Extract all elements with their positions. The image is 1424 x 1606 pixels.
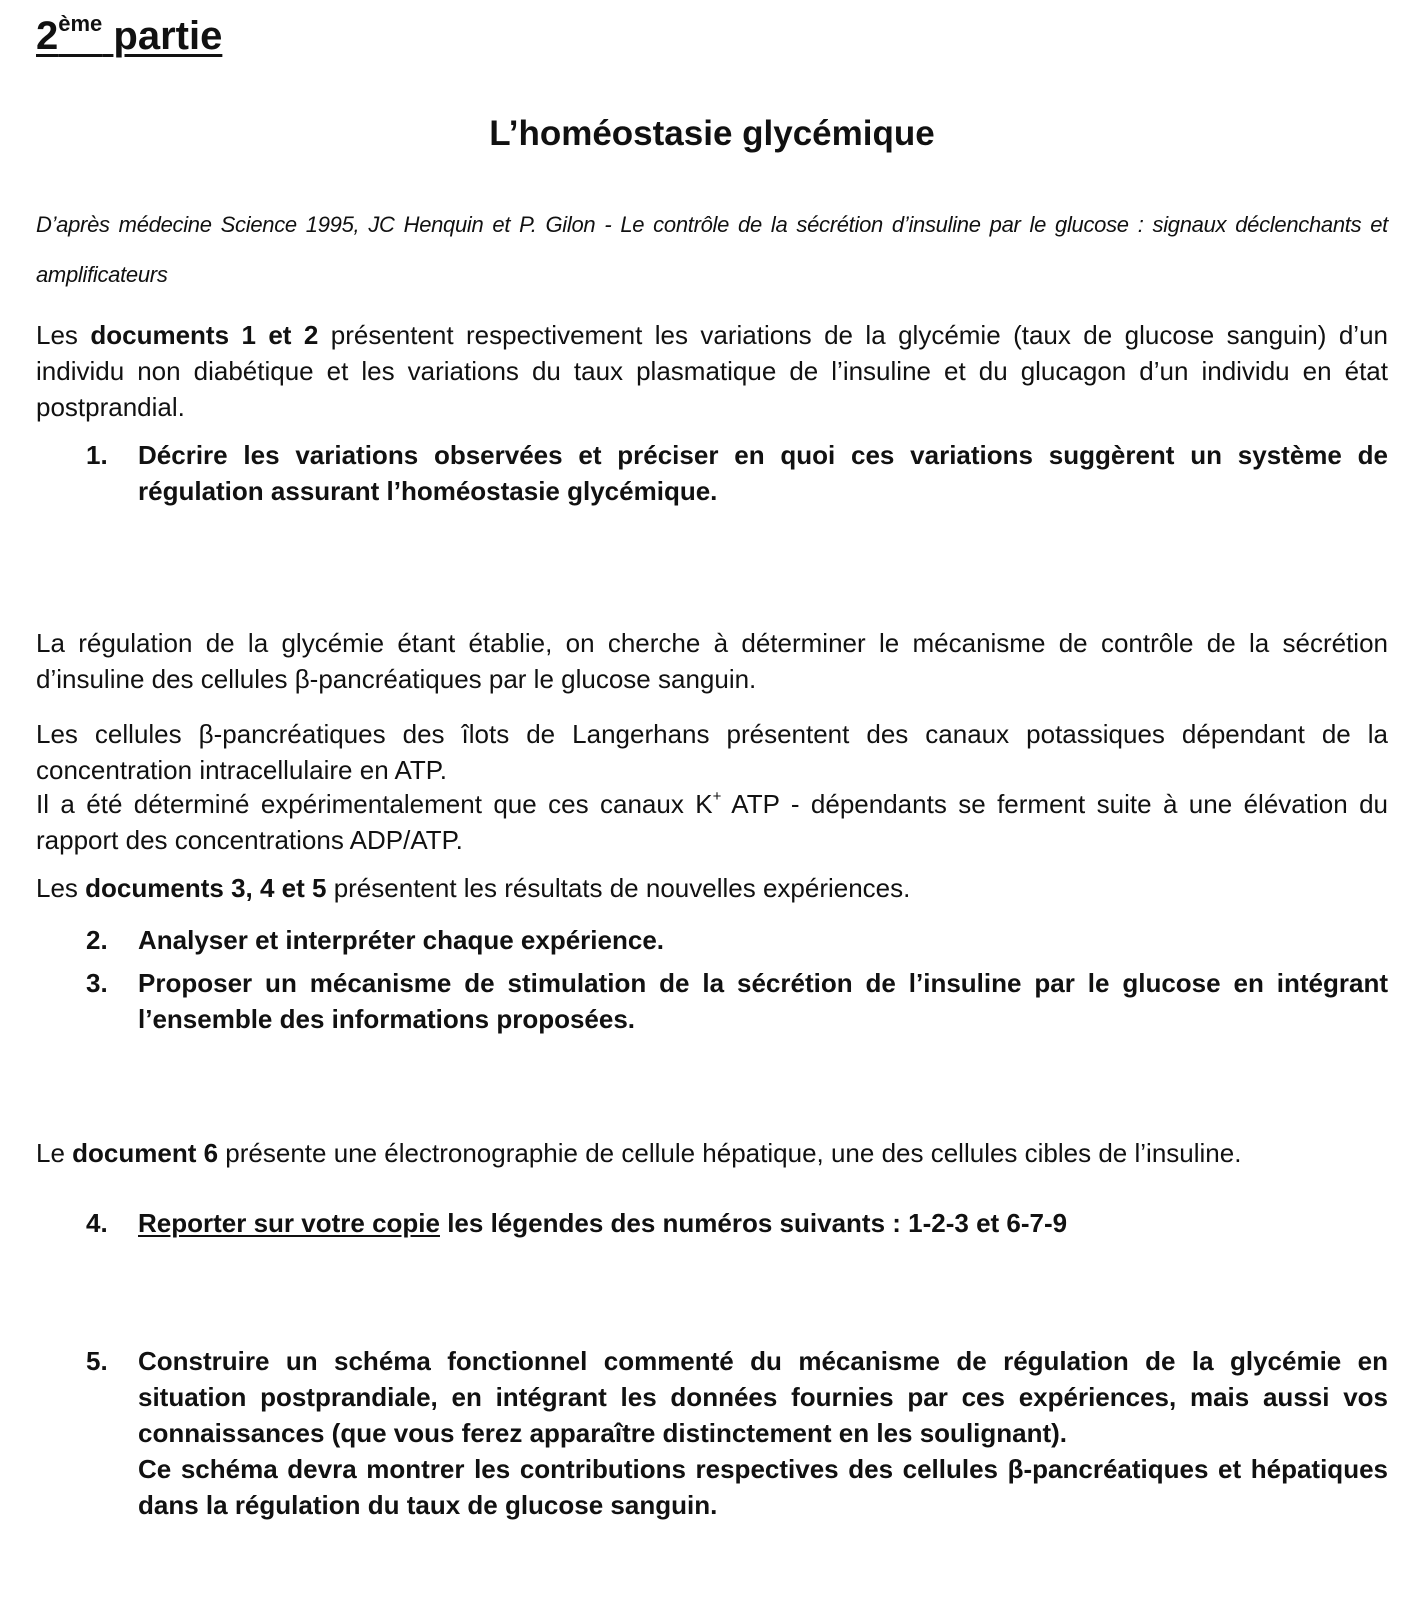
question-1-number: 1. bbox=[86, 440, 108, 470]
document-title: L’homéostasie glycémique bbox=[489, 114, 935, 153]
doc6-ref: document 6 bbox=[72, 1138, 219, 1168]
intro-text-start: Les bbox=[36, 320, 91, 350]
question-3-number: 3. bbox=[86, 968, 108, 998]
intro-documents-ref: documents 1 et 2 bbox=[90, 320, 319, 350]
document-6-paragraph bbox=[36, 1135, 1388, 1171]
cells-paragraph: Les cellules β-pancréatiques des îlots de Langerhans présentent des canaux potassiques dépendant de la concentration intracellulaire en ATP. bbox=[36, 719, 1388, 785]
doc6-text-end: présente une électronographie de cellule hépatique, une des cellules cibles de l’insuline. bbox=[218, 1138, 1242, 1168]
section-superscript: ème bbox=[58, 11, 103, 36]
docs345-text-start: Les bbox=[36, 873, 86, 903]
regulation-paragraph: La régulation de la glycémie étant établie, on cherche à déterminer le mécanisme de contrôle de la sécrétion d’insuline des cellules β-pancréatiques par le glucose sanguin. bbox=[36, 628, 1388, 694]
experiment-paragraph bbox=[36, 786, 1388, 858]
question-2-text: Analyser et interpréter chaque expérience. bbox=[138, 925, 665, 955]
intro-paragraph bbox=[36, 317, 1388, 425]
question-5-text: Construire un schéma fonctionnel commenté du mécanisme de régulation de la glycémie en situation postprandiale, en intégrant les données fournies par ces expériences, mais aussi vos connaissances (que vous ferez apparaître distinctement en les soulignant). bbox=[138, 1346, 1388, 1448]
question-1-text: Décrire les variations observées et préciser en quoi ces variations suggèrent un système de régulation assurant l’homéostasie glycémique. bbox=[138, 440, 1388, 506]
question-3-text: Proposer un mécanisme de stimulation de la sécrétion de l’insuline par le glucose en intégrant l’ensemble des informations proposées. bbox=[138, 968, 1388, 1034]
question-2-number: 2. bbox=[86, 925, 108, 955]
question-1 bbox=[86, 437, 1388, 509]
experiment-text-end: ATP - dépendants se ferment suite à une élévation du rapport des concentrations ADP/ATP. bbox=[36, 789, 1388, 855]
documents-345-paragraph bbox=[36, 870, 1388, 906]
source-citation: D’après médecine Science 1995, JC Henquin et P. Gilon - Le contrôle de la sécrétion d’insuline par le glucose : signaux déclenchants et amplificateurs bbox=[36, 212, 1388, 287]
section-word: partie bbox=[113, 14, 223, 58]
question-4-underlined: Reporter sur votre copie bbox=[138, 1208, 440, 1238]
docs345-ref: documents 3, 4 et 5 bbox=[85, 873, 327, 903]
question-5 bbox=[86, 1343, 1388, 1523]
section-heading bbox=[36, 11, 223, 59]
docs345-text-end: présentent les résultats de nouvelles expériences. bbox=[326, 873, 911, 903]
experiment-text-start: Il a été déterminé expérimentalement que ces canaux K bbox=[36, 789, 713, 819]
potassium-charge: + bbox=[712, 788, 722, 805]
question-4-number: 4. bbox=[86, 1208, 108, 1238]
question-5-text-2: Ce schéma devra montrer les contributions respectives des cellules β-pancréatiques et hépatiques dans la régulation du taux de glucose sanguin. bbox=[138, 1454, 1388, 1520]
section-number: 2 bbox=[36, 14, 59, 58]
question-2 bbox=[86, 922, 1388, 958]
question-5-number: 5. bbox=[86, 1346, 108, 1376]
question-4-rest: les légendes des numéros suivants : 1-2-3 et 6-7-9 bbox=[439, 1208, 1068, 1238]
doc6-text-start: Le bbox=[36, 1138, 73, 1168]
intro-text-end: présentent respectivement les variations de la glycémie (taux de glucose sanguin) d’un individu non diabétique et les variations du taux plasmatique de l’insuline et du glucagon d’un individu en état postprandial. bbox=[36, 320, 1388, 422]
question-3 bbox=[86, 965, 1388, 1037]
question-4-text bbox=[138, 1205, 1388, 1241]
question-4 bbox=[86, 1205, 1388, 1241]
